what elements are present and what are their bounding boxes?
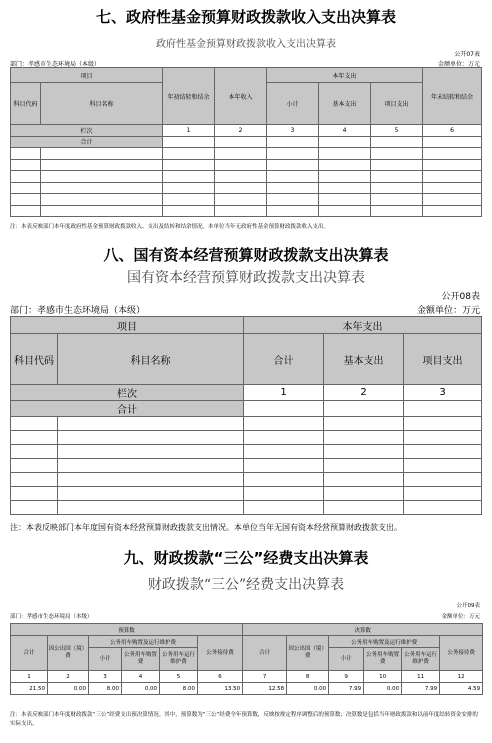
table-cell xyxy=(423,136,482,148)
col-number: 9 xyxy=(329,671,364,683)
header-expense-group: 本年支出 xyxy=(244,317,482,334)
header-reception: 公务接待费 xyxy=(198,636,243,671)
header-reception: 公务接待费 xyxy=(440,636,483,671)
col-number: 11 xyxy=(402,671,440,683)
header-car-group: 公务用车购置及运行维护费 xyxy=(329,636,440,648)
col-number: 5 xyxy=(160,671,198,683)
value-final-abroad: 0.00 xyxy=(287,683,329,695)
value-final-car-buy: 0.00 xyxy=(364,683,402,695)
table-cell xyxy=(319,136,371,148)
col-number: 6 xyxy=(423,125,482,137)
table-row xyxy=(11,431,482,445)
col-number: 6 xyxy=(198,671,243,683)
header-total: 小计 xyxy=(267,83,319,125)
value-budget-car-subtotal: 8.00 xyxy=(89,683,122,695)
value-budget-car-buy: 0.00 xyxy=(122,683,160,695)
col-number: 3 xyxy=(267,125,319,137)
total-row-label: 合计 xyxy=(11,136,163,148)
value-final-car-run: 7.99 xyxy=(402,683,440,695)
table-9-note: 注：本表反映部门本年度财政拨款“三公”经费支出预决算情况。其中，预算数为“三公”经费全年预算数，反映按规定程序调整后的预算数；决算数是包括当年财政拨款和以前年度结转资金安排的实际支出。 xyxy=(10,712,478,727)
header-end-balance: 年末结转和结余 xyxy=(423,68,482,125)
section-8-heading: 八、国有资本经营预算财政拨款支出决算表 xyxy=(103,246,389,264)
col-number: 2 xyxy=(215,125,267,137)
section-7-heading: 七、政府性基金预算财政拨款收入支出决算表 xyxy=(95,8,396,26)
col-number: 1 xyxy=(11,671,48,683)
table-8 xyxy=(10,316,482,515)
value-final-total: 12.58 xyxy=(243,683,287,695)
header-subject-name: 科目名称 xyxy=(41,83,163,125)
row-label: 栏次 xyxy=(11,385,244,401)
table-cell xyxy=(244,401,324,417)
table-row xyxy=(11,171,482,183)
table-row xyxy=(11,459,482,473)
value-budget-abroad: 0.00 xyxy=(48,683,89,695)
table-7-dept: 部门：孝感市生态环境局（本级） xyxy=(10,61,101,68)
table-cell xyxy=(371,136,423,148)
header-subtotal: 小计 xyxy=(89,648,122,671)
col-number: 5 xyxy=(371,125,423,137)
header-subtotal: 小计 xyxy=(329,648,364,671)
col-number: 8 xyxy=(287,671,329,683)
header-total: 合计 xyxy=(11,636,48,671)
header-project: 项目 xyxy=(11,68,163,83)
header-basic: 基本支出 xyxy=(319,83,371,125)
header-expense-group: 本年支出 xyxy=(267,68,423,83)
header-project-exp: 项目支出 xyxy=(371,83,423,125)
table-row xyxy=(11,205,482,217)
table-7-code: 公开07表 xyxy=(454,51,480,58)
header-car-group: 公务用车购置及运行维护费 xyxy=(89,636,198,648)
header-subject-name: 科目名称 xyxy=(58,334,244,385)
value-final-reception: 4.59 xyxy=(440,683,483,695)
header-car-run: 公务用车运行维护费 xyxy=(402,648,440,671)
value-final-car-subtotal: 7.99 xyxy=(329,683,364,695)
header-abroad: 因公出国（境）费 xyxy=(48,636,89,671)
header-car-run: 公务用车运行维护费 xyxy=(160,648,198,671)
table-row xyxy=(11,417,482,431)
header-project: 项目 xyxy=(11,317,244,334)
header-subject-code: 科目代码 xyxy=(11,334,58,385)
table-8-unit: 金额单位：万元 xyxy=(416,306,480,316)
table-cell xyxy=(267,136,319,148)
table-7-unit: 金额单位：万元 xyxy=(437,61,480,68)
table-8-note: 注：本表反映部门本年度国有资本经营预算财政拨款支出情况。本单位当年无国有资本经营预算财政拨款支出。 xyxy=(10,523,402,532)
table-9 xyxy=(10,623,483,695)
header-project-exp: 项目支出 xyxy=(404,334,482,385)
col-number: 1 xyxy=(163,125,215,137)
table-cell xyxy=(163,136,215,148)
value-budget-total: 21.50 xyxy=(11,683,48,695)
col-number: 2 xyxy=(324,385,404,401)
table-row xyxy=(11,148,482,160)
table-7 xyxy=(10,67,482,217)
col-number: 2 xyxy=(48,671,89,683)
table-9-dept: 部门：孝感市生态环境局（本级） xyxy=(10,614,93,620)
header-car-buy: 公务用车购置费 xyxy=(122,648,160,671)
header-abroad: 因公出国（境）费 xyxy=(287,636,329,671)
header-basic: 基本支出 xyxy=(324,334,404,385)
col-number: 3 xyxy=(89,671,122,683)
table-row xyxy=(11,501,482,515)
header-final: 决算数 xyxy=(243,624,483,636)
table-9-code: 公开09表 xyxy=(456,603,480,609)
header-begin-balance: 年初结转和结余 xyxy=(163,68,215,125)
table-row xyxy=(11,445,482,459)
header-total: 合计 xyxy=(244,334,324,385)
header-total: 合计 xyxy=(243,636,287,671)
table-cell xyxy=(324,401,404,417)
col-number: 4 xyxy=(122,671,160,683)
total-row-label: 合计 xyxy=(11,401,244,417)
value-budget-car-run: 8.00 xyxy=(160,683,198,695)
section-9-heading: 九、财政拨款“三公”经费支出决算表 xyxy=(123,549,369,567)
header-subject-code: 科目代码 xyxy=(11,83,41,125)
col-number: 3 xyxy=(404,385,482,401)
header-budget: 预算数 xyxy=(11,624,243,636)
header-income: 本年收入 xyxy=(215,68,267,125)
table-8-title: 国有资本经营预算财政拨款支出决算表 xyxy=(127,270,365,286)
table-7-note: 注：本表反映部门本年度政府性基金预算财政拨款收入、支出及结转和结余情况。本单位当年无政府性基金预算财政拨款收入支出。 xyxy=(10,224,330,230)
row-label: 栏次 xyxy=(11,125,163,137)
table-9-unit: 金额单位：万元 xyxy=(441,614,480,620)
col-number: 1 xyxy=(244,385,324,401)
col-number: 7 xyxy=(243,671,287,683)
table-row xyxy=(11,487,482,501)
table-cell xyxy=(404,401,482,417)
table-row xyxy=(11,194,482,206)
table-cell xyxy=(215,136,267,148)
table-8-code: 公开08表 xyxy=(441,292,480,302)
header-car-buy: 公务用车购置费 xyxy=(364,648,402,671)
table-8-dept: 部门：孝感市生态环境局（本级） xyxy=(10,306,146,316)
table-7-title: 政府性基金预算财政拨款收入支出决算表 xyxy=(156,39,336,50)
table-row xyxy=(11,473,482,487)
table-9-title: 财政拨款“三公”经费支出决算表 xyxy=(147,577,345,593)
col-number: 10 xyxy=(364,671,402,683)
table-row xyxy=(11,182,482,194)
table-row xyxy=(11,159,482,171)
col-number: 4 xyxy=(319,125,371,137)
value-budget-reception: 13.50 xyxy=(198,683,243,695)
col-number: 12 xyxy=(440,671,483,683)
